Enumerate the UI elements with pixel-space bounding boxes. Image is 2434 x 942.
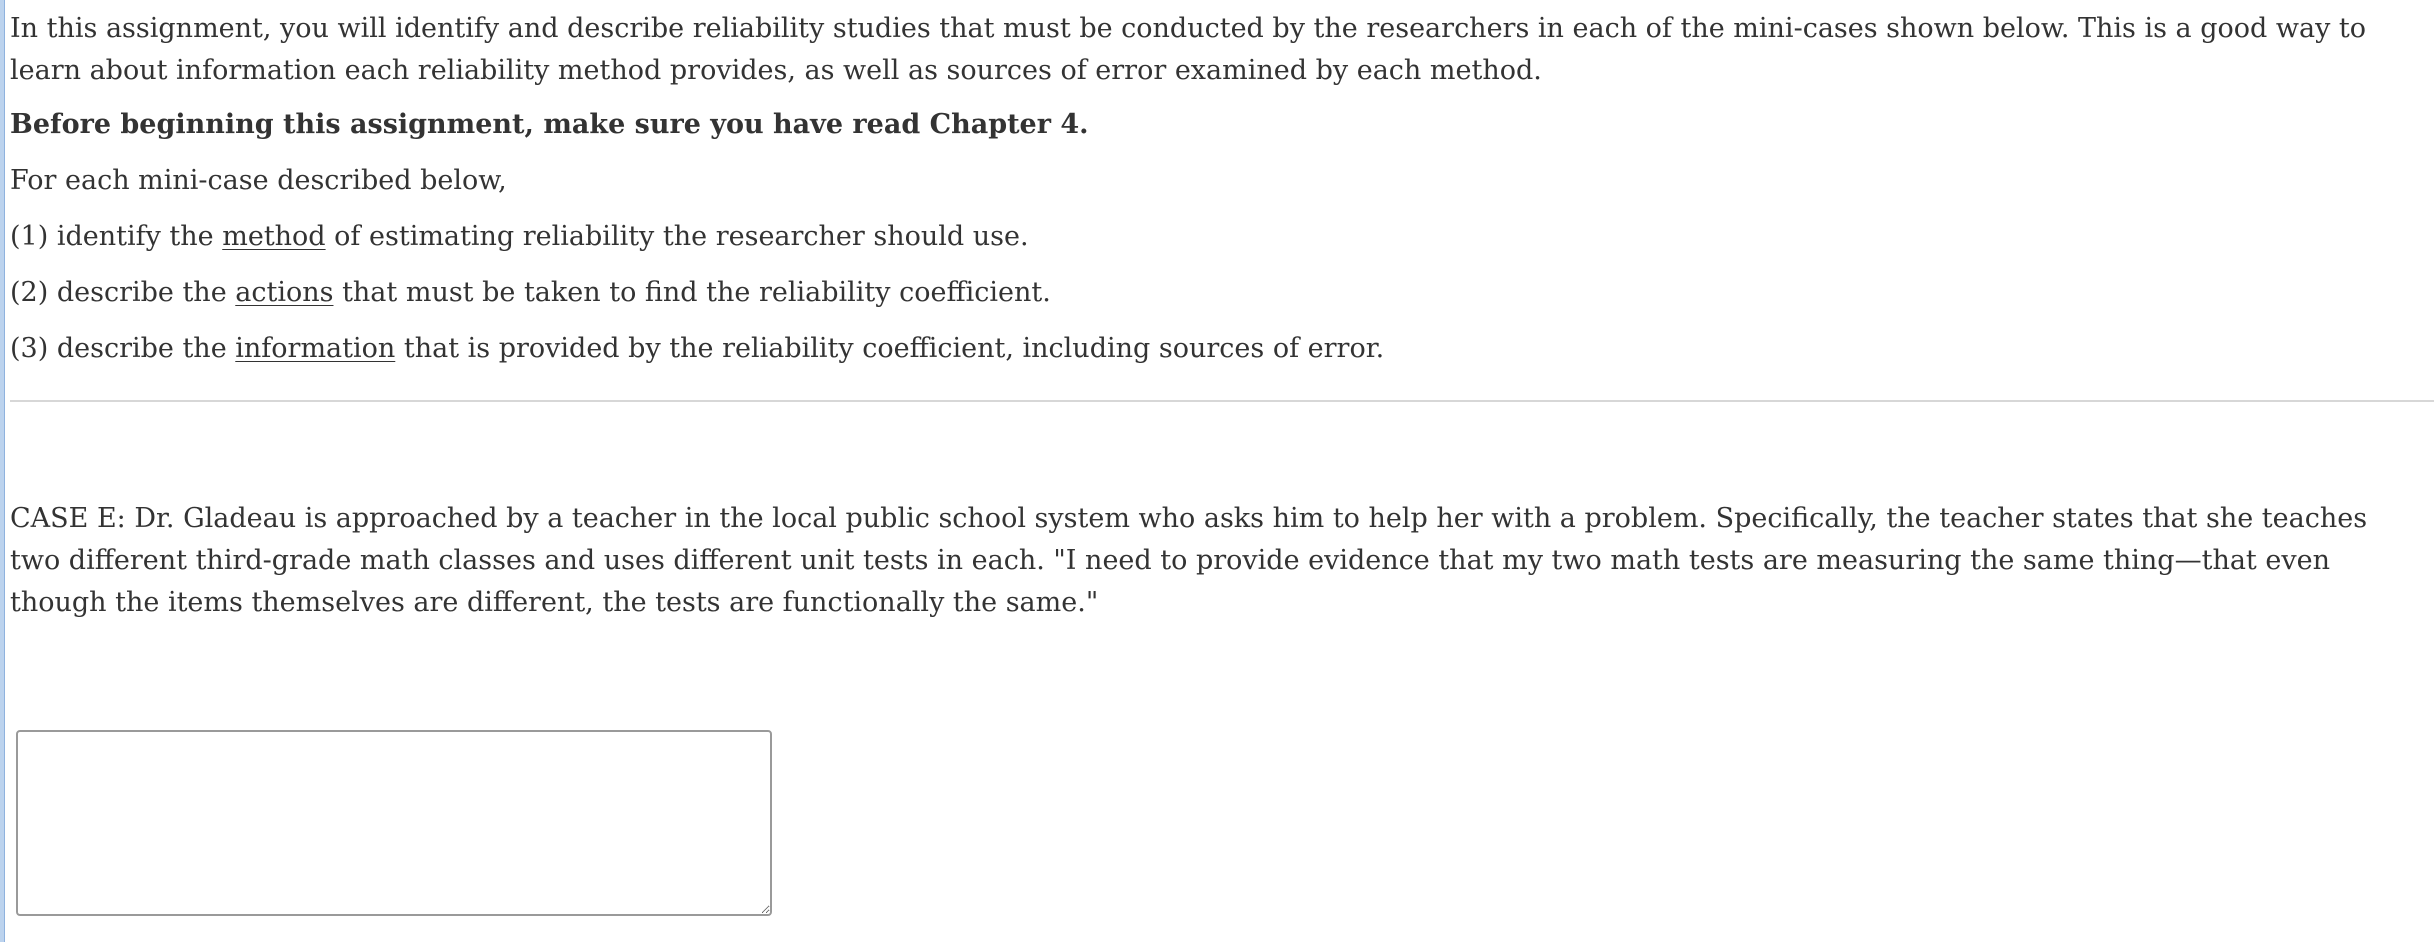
step-1-after: of estimating reliability the researcher should use. — [325, 221, 1029, 252]
instructions-lead: For each mini-case described below, — [10, 165, 507, 196]
step-1-before: (1) identify the — [10, 221, 223, 252]
step-2-before: (2) describe the — [10, 277, 236, 308]
step-1-keyword: method — [222, 221, 326, 252]
answer-textarea[interactable] — [16, 730, 772, 916]
intro-paragraph: In this assignment, you will identify and describe reliability studies that must be conducted by the researchers in each of the mini-cases shown below. This is a good way to learn about information each reliability method provides, as well as sources of error examined by each method. — [10, 13, 2367, 86]
instruction-step-3 — [10, 328, 2434, 370]
step-3-keyword: information — [235, 333, 396, 364]
prerequisite-notice: Before beginning this assignment, make sure you have read Chapter 4. — [10, 109, 1089, 140]
instructions-block — [10, 0, 2434, 370]
instruction-step-2 — [10, 272, 2434, 314]
step-2-keyword: actions — [235, 277, 334, 308]
section-divider — [10, 400, 2434, 402]
step-2-after: that must be taken to find the reliability coefficient. — [333, 277, 1051, 308]
step-3-after: that is provided by the reliability coefficient, including sources of error. — [395, 333, 1385, 364]
case-e-description: CASE E: Dr. Gladeau is approached by a teacher in the local public school system who asks him to help her with a problem. Specifically, the teacher states that she teaches two different third-grade math classes and uses different unit tests in each. "I need to provide evidence that my two math tests are measuring the same thing—that even though the items themselves are different, the tests are functionally the same." — [10, 503, 2368, 618]
left-border-rule — [0, 0, 5, 942]
step-3-before: (3) describe the — [10, 333, 236, 364]
instruction-step-1 — [10, 216, 2434, 258]
